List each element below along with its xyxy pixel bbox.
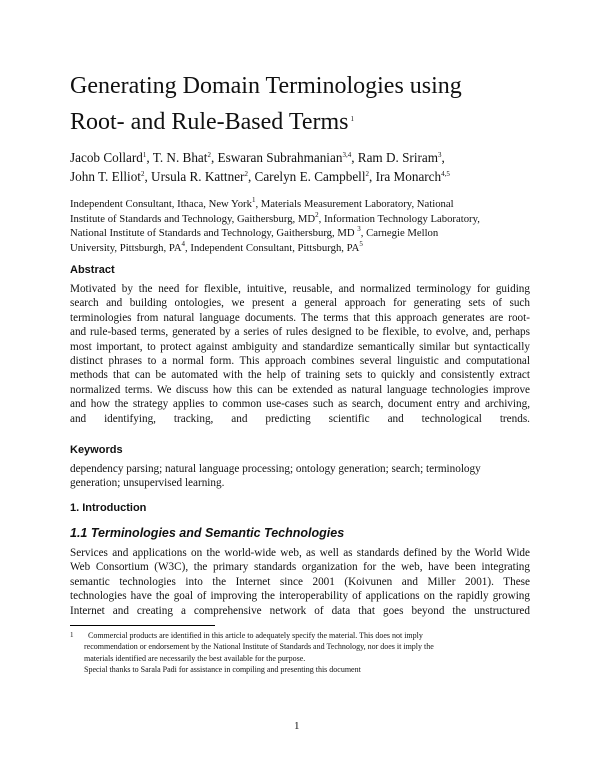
author-affiliation-mark: 2 xyxy=(207,151,211,159)
abstract-last-line: and identifying, tracking, and predicting scientific and technological trends. xyxy=(70,412,530,425)
affiliation-line: National Institute of Standards and Technology, Gaithersburg, MD $^3$, Carnegie Mellon xyxy=(70,225,439,240)
introduction-line: semantic technologies into the Internet since 2001 (Koivunen and Miller 2001). These xyxy=(70,575,530,588)
author-affiliation-mark: 3,4 xyxy=(342,151,352,159)
abstract-line: terminologies from natural language documents. The terms that this approach generates are root- xyxy=(70,311,530,324)
footnote-line: Special thanks to Sarala Padi for assistance in compiling and presenting this document xyxy=(84,665,361,675)
title-line-1: Generating Domain Terminologies using xyxy=(70,73,462,99)
author-name: Eswaran Subrahmanian xyxy=(217,150,343,165)
abstract-line: search and building ontologies, we present a general approach for generating sets of such xyxy=(70,297,530,310)
introduction-body xyxy=(70,546,530,618)
abstract-line: normalized terms. We discuss how this can be extended as natural language technologies improve xyxy=(70,383,530,396)
abstract-line: most important, to protect against ambiguity and standardize semantically similar but syntactically xyxy=(70,340,530,353)
page-number: 1 xyxy=(294,720,300,732)
introduction-line: Services and applications on the world-wide web, as well as standards defined by the World Wide xyxy=(70,547,530,559)
keywords-heading: Keywords xyxy=(70,444,123,456)
author-line-1: Jacob Collard$^1$, T. N. Bhat$^2$, Eswaran Subrahmanian$^{3,4}$, Ram D. Sriram$^3$, xyxy=(70,150,445,165)
author-name: John T. Elliot xyxy=(70,169,141,184)
author-affiliation-mark: 2 xyxy=(365,170,369,178)
subsection-heading: 1.1 Terminologies and Semantic Technologies xyxy=(70,526,345,540)
abstract-line: methods that can be automated with the help of training sets to quickly and consistently extract xyxy=(70,369,530,382)
footnote-divider xyxy=(70,625,215,626)
keywords-line: generation; unsupervised learning. xyxy=(70,477,225,490)
introduction-heading: 1. Introduction xyxy=(70,502,147,514)
author-name: Ram D. Sriram xyxy=(357,150,438,165)
author-name: Ira Monarch xyxy=(375,169,442,184)
affiliation-line: Independent Consultant, Ithaca, New York$^1$, Materials Measurement Laboratory, National xyxy=(70,196,454,210)
author-affiliation-mark: 3 xyxy=(438,151,442,159)
footnote-line: materials identified are necessarily the best available for the purpose. xyxy=(84,653,306,663)
footnote-line: recommendation or endorsement by the National Institute of Standards and Technology, nor does it imply the xyxy=(84,642,434,652)
abstract-line: and how the strategy applies to common use-cases such as search, document entry and archiving, xyxy=(70,398,530,411)
keywords-body xyxy=(70,462,530,491)
footnote-mark: 1 xyxy=(70,631,74,639)
author-name: Jacob Collard xyxy=(70,150,143,165)
author-name: Ursula R. Kattner xyxy=(151,169,245,184)
introduction-line: Web Consortium (W3C), the primary standards organization for the web, have been integrating xyxy=(70,561,530,574)
title-footnote-mark[interactable]: 1 xyxy=(350,115,354,123)
affiliation-line: University, Pittsburgh, $PA^4$, Independent Consultant, Pittsburgh, $PA^5$ xyxy=(70,239,363,254)
footnote xyxy=(70,630,530,676)
abstract-heading: Abstract xyxy=(70,264,115,276)
paper-title xyxy=(70,70,540,139)
author-name: Carelyn E. Campbell xyxy=(254,169,366,184)
introduction-line: Internet and creating a comprehensive network of data that goes beyond the unstructured xyxy=(70,604,530,617)
author-affiliation-mark: 2 xyxy=(244,170,248,178)
abstract-line: distinct phrases to a normal form. This approach combines several linguistic and computational xyxy=(70,355,530,368)
keywords-line: dependency parsing; natural language processing; ontology generation; search; terminology xyxy=(70,463,481,475)
author-affiliation-mark: 2 xyxy=(140,170,145,178)
affiliations xyxy=(70,197,540,255)
abstract-line: and rule-based terms, generated by a series of rules designed to be flexible, to evolve, and, perhaps xyxy=(70,326,530,339)
author-list xyxy=(70,148,540,186)
author-affiliation-mark: 4,5 xyxy=(441,170,450,178)
abstract-body xyxy=(70,282,530,426)
author-line-2: John T. Elliot$^2$, Ursula R. Kattner$^2$, Carelyn E. Campbell$^2$, Ira Monarch$^{4,5}$ xyxy=(70,169,450,184)
author-name: T. N. Bhat xyxy=(152,150,208,165)
title-line-2: Root- and Rule-Based Terms $^1$ xyxy=(70,109,354,135)
author-affiliation-mark: 1 xyxy=(142,151,147,159)
footnote-line: Commercial products are identified in this article to adequately specify the material. This does not imply xyxy=(88,631,423,640)
affiliation-line: Institute of Standards and Technology, Gaithersburg, $MD^2$, Information Technology Laboratory, xyxy=(70,210,480,225)
abstract-line: Motivated by the need for flexible, intuitive, reusable, and normalized terminology for guiding xyxy=(70,283,530,295)
introduction-line: technologies have the goal of improving the interoperability of applications on the rapidly growing xyxy=(70,590,530,603)
